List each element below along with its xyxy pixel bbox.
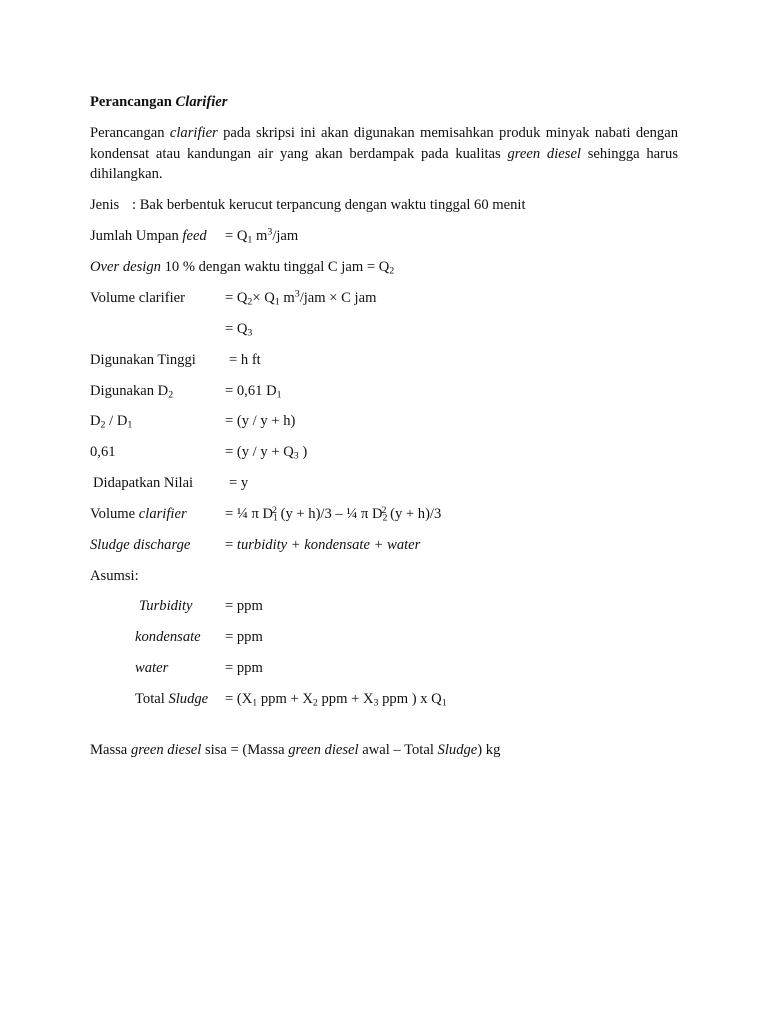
sludge-value: = turbidity + kondensate + water [225, 537, 421, 553]
volume-value-1: = $Q_2\times Q_1$ $m^3$/jam × C jam [225, 288, 377, 308]
nilai-row: Didapatkan Nilai = y [93, 475, 249, 491]
overdesign-row: Over design 10 % dengan waktu tinggal C jam = $Q_2$ [90, 259, 395, 277]
coef-value: = ($y / y + Q_3$ ) [225, 444, 308, 462]
document-page: Perancangan Clarifier Perancangan clarifier pada skripsi ini akan digunakan memisahkan produk minyak nabati dengan kondensat atau kandungan air yang akan berdampak pada kualitas green diesel sehingga harus dihilangkan. Jenis : Bak berbentuk kerucut terpancung dengan waktu tinggal 60 menit Jumlah Umpan feed = $Q_1$ $m^3$/jam Over design 10 % dengan waktu tinggal C jam = $Q_2$ Volume clarifier = $Q_2\times Q_1$ $m^3$/jam × C jam = $Q_3$ Digunakan Tinggi = h ft Digunakan $D_2$ = 0,61 $D_1$ $D_2 / D_1$ = (y / y + h) 0,61 = ($y / y + Q_3$ ) Didapatkan Nilai = y Volume clarifier = ¼ π $D_1^2$ (y + h)/3 – ¼ π $D_2^2$ (y + h)/3 Sludge discharge = turbidity + kondensate + water Asumsi: Turbidity = ppm kondensate = ppm water = ppm Total Sludge = ($X_1$ ppm + $X_2$ ppm + $X_3$ ppm ) x $Q_1$ Massa green diesel sisa = (Massa green diesel awal – Total Sludge) kg [90, 94, 678, 758]
tinggi-row: Digunakan Tinggi = h ft [90, 352, 261, 368]
volume-row-1: Volume clarifier = $Q_2\times Q_1$ $m^3$/jam × C jam [90, 288, 377, 308]
asumsi-label: Asumsi: [90, 568, 139, 584]
coef-row: 0,61 = ($y / y + Q_3$ ) [90, 444, 308, 462]
nilai-value: = y [229, 475, 249, 491]
tinggi-value: = h ft [229, 352, 261, 368]
total-sludge-formula: = ($X_1$ ppm + $X_2$ ppm + $X_3$ ppm ) x $Q_1$ [225, 691, 447, 709]
ratio-value: = (y / y + h) [225, 413, 296, 429]
massa-row: Massa green diesel sisa = (Massa green diesel awal – Total Sludge) kg [90, 742, 501, 758]
jenis-row: Jenis : Bak berbentuk kerucut terpancung dengan waktu tinggal 60 menit [90, 197, 526, 213]
section-title: Perancangan Clarifier [90, 94, 228, 110]
volume-row-3: Volume clarifier = ¼ π $D_1^2$ (y + h)/3 – ¼ π $D_2^2$ (y + h)/3 [90, 504, 442, 524]
volume-formula: = ¼ π $D_1^2$ (y + h)/3 – ¼ π $D_2^2$ (y + h)/3 [225, 504, 442, 524]
volume-value-2: = $Q_3$ [225, 321, 253, 339]
d2-row: Digunakan $D_2$ = 0,61 $D_1$ [90, 383, 282, 401]
umpan-value: = $Q_1$ $m^3$/jam [225, 226, 299, 246]
intro-paragraph: Perancangan clarifier pada skripsi ini akan digunakan memisahkan produk minyak nabati dengan kondensat atau kandungan air yang akan berdampak pada kualitas green diesel sehingga harus dihilangkan. [90, 125, 678, 182]
sludge-row: Sludge discharge = turbidity + kondensate + water [90, 537, 421, 553]
umpan-row: Jumlah Umpan feed = $Q_1$ $m^3$/jam [90, 226, 299, 246]
ratio-row: $D_2 / D_1$ = (y / y + h) [90, 413, 296, 431]
d2-value: = 0,61 $D_1$ [225, 383, 282, 401]
